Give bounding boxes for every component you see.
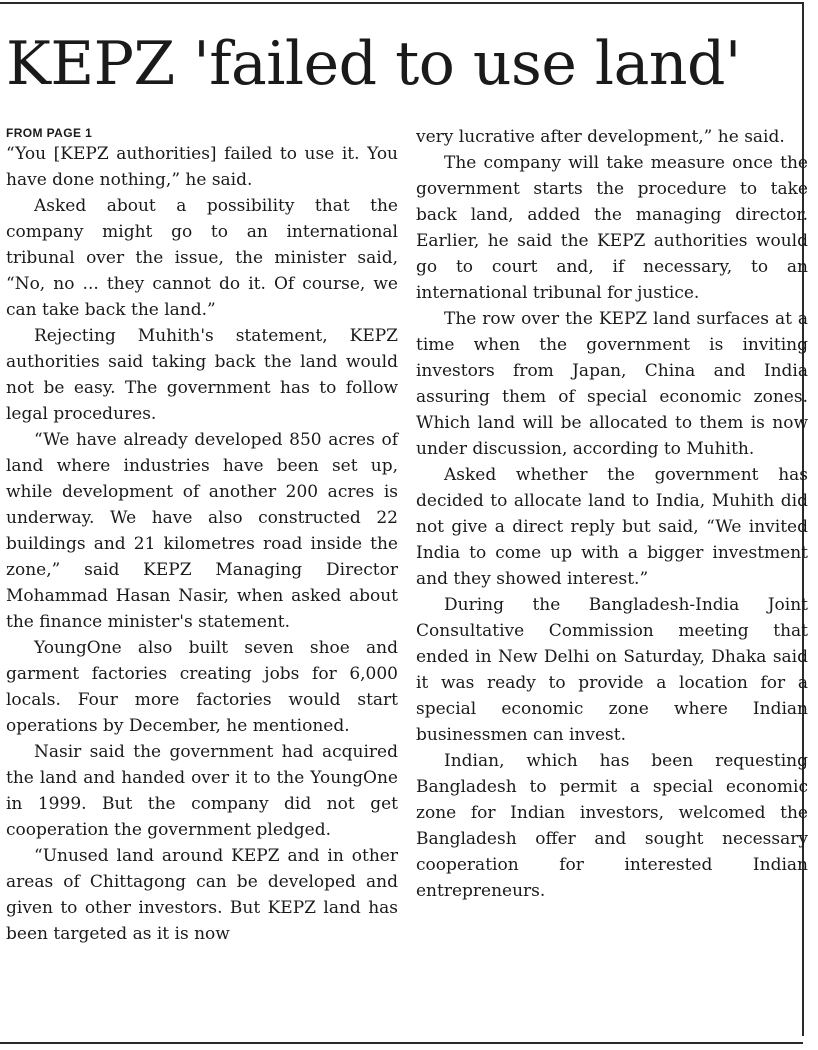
- paragraph: very lucrative after development,” he said.: [416, 127, 785, 147]
- paragraph: The row over the KEPZ land surfaces at a time when the government is inviting investors from Japan, China and India assuring them of special economic zones. Which land will be allocated to them is now under discussion, according to Muhith.: [416, 309, 808, 459]
- left-column: [6, 126, 398, 947]
- paragraph: Asked whether the government has decided to allocate land to India, Muhith did not give a direct reply but said, “We invited India to come up with a bigger investment and they showed interest.”: [416, 465, 808, 589]
- paragraph: Asked about a possibility that the company might go to an international tribunal over the issue, the minister said, “No, no ... they cannot do it. Of course, we can take back the land.”: [6, 196, 398, 320]
- paragraph: Rejecting Muhith's statement, KEPZ authorities said taking back the land would not be easy. The government has to follow legal procedures.: [6, 326, 398, 424]
- right-column: [416, 124, 808, 904]
- top-border-rule: [0, 2, 802, 4]
- paragraph: “We have already developed 850 acres of land where industries have been set up, while development of another 200 acres is underway. We have also constructed 22 buildings and 21 kilometres road inside the zone,” said KEPZ Managing Director Mohammad Hasan Nasir, when asked about the finance minister's statement.: [6, 430, 398, 632]
- paragraph: During the Bangladesh-India Joint Consultative Commission meeting that ended in New Delhi on Saturday, Dhaka said it was ready to provide a location for a special economic zone where Indian businessmen can invest.: [416, 595, 808, 745]
- paragraph: Nasir said the government had acquired the land and handed over it to the YoungOne in 1999. But the company did not get cooperation the government pledged.: [6, 742, 398, 840]
- bottom-border-rule: [0, 1042, 803, 1044]
- headline: KEPZ 'failed to use land': [6, 29, 741, 99]
- paragraph: “Unused land around KEPZ and in other areas of Chittagong can be developed and given to other investors. But KEPZ land has been targeted as it is now: [6, 846, 398, 944]
- paragraph: Indian, which has been requesting Bangladesh to permit a special economic zone for Indian investors, welcomed the Bangladesh offer and sought necessary cooperation for interested Indian entrepreneurs.: [416, 751, 808, 901]
- paragraph: The company will take measure once the government starts the procedure to take back land, added the managing director. Earlier, he said the KEPZ authorities would go to court and, if necessary, to an international tribunal for justice.: [416, 153, 808, 303]
- continuation-kicker: FROM PAGE 1: [6, 126, 93, 140]
- paragraph: “You [KEPZ authorities] failed to use it. You have done nothing,” he said.: [6, 144, 398, 190]
- paragraph: YoungOne also built seven shoe and garment factories creating jobs for 6,000 locals. Four more factories would start operations by December, he mentioned.: [6, 638, 398, 736]
